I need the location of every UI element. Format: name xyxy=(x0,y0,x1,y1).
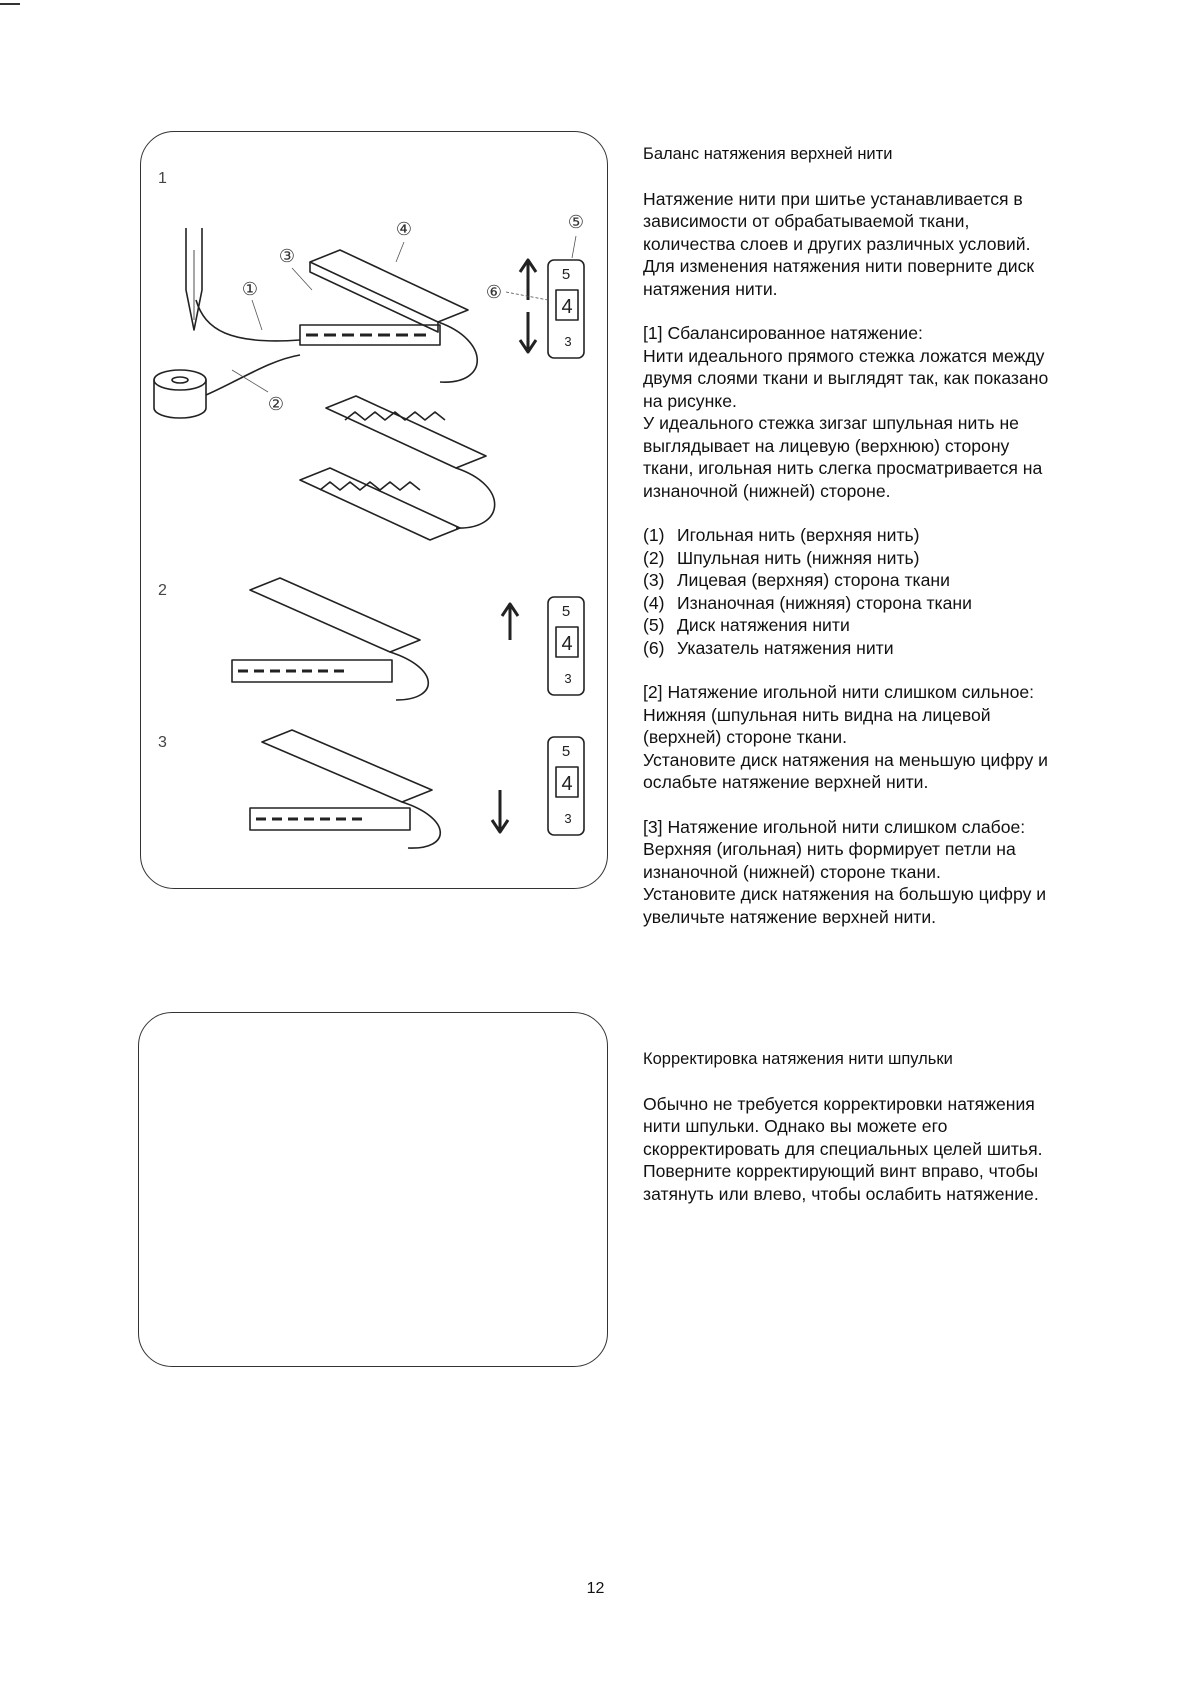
upper-thread-line xyxy=(196,300,300,341)
dial-3-digit-bottom: 3 xyxy=(564,811,572,826)
fabric2-fold xyxy=(390,652,428,700)
section-title-bobbin: Корректировка натяжения нити шпульки xyxy=(643,1050,953,1068)
dial-2-digit-bottom: 3 xyxy=(564,671,572,686)
too-strong-line-2: Нижняя (шпульная нить видна на лицевой xyxy=(643,704,991,725)
dial-3-digit-top: 5 xyxy=(561,743,571,760)
intro-line-1: Натяжение нити при шитье устанавливается в xyxy=(643,188,1023,209)
bobbin-line-2: нити шпульки. Однако вы можете его xyxy=(643,1116,948,1136)
callout-2: ② xyxy=(267,394,285,415)
fabric1-top-edge xyxy=(310,262,438,332)
fabric3-top-layer xyxy=(262,730,432,802)
balanced-line-7: ткани, игольная нить слегка просматривается на xyxy=(643,458,1043,478)
too-weak-line-4: Установите диск натяжения на большую цифру и xyxy=(643,884,1047,904)
legend-text: Игольная нить (верхняя нить) xyxy=(677,525,920,545)
balanced-line-4: на рисунке. xyxy=(643,390,737,411)
callout-3: ③ xyxy=(278,246,296,267)
figure-label-2: 2 xyxy=(158,582,167,599)
too-strong-line-5: ослабьте натяжение верхней нити. xyxy=(643,772,929,792)
up-arrow-2 xyxy=(502,604,518,640)
balanced-line-2: Нити идеального прямого стежка ложатся между xyxy=(643,345,1045,366)
intro-line-2: зависимости от обрабатываемой ткани, xyxy=(643,211,970,231)
dial-3-digit-middle: 4 xyxy=(561,773,573,795)
leader-5 xyxy=(572,236,576,258)
too-strong-line-1: [2] Натяжение игольной нити слишком сильное: xyxy=(643,682,1035,702)
too-weak-line-3: изнаночной (нижней) стороне ткани. xyxy=(643,861,941,882)
down-arrow-1 xyxy=(520,312,536,352)
intro-line-3: количества слоев и других различных условий. xyxy=(643,233,1031,254)
balanced-line-1: [1] Сбалансированное натяжение: xyxy=(643,323,923,343)
lower-thread-line xyxy=(206,355,300,395)
intro-line-5: натяжения нити. xyxy=(643,278,778,299)
balanced-line-6: выглядывает на лицевую (верхнюю) сторону xyxy=(643,435,1010,456)
legend-item xyxy=(643,637,1123,660)
leader-3 xyxy=(292,268,312,290)
too-weak-line-5: увеличьте натяжение верхней нити. xyxy=(643,906,937,927)
legend-number: (3) xyxy=(643,570,665,590)
dial-1-digit-top: 5 xyxy=(561,266,571,283)
balanced-line-3: двумя слоями ткани и выглядят так, как показано xyxy=(643,368,1049,388)
legend-item xyxy=(643,592,1123,615)
bobbin-line-4: Поверните корректирующий винт вправо, чтобы xyxy=(643,1161,1039,1181)
dial-2-digit-top: 5 xyxy=(561,603,571,620)
legend-list xyxy=(643,524,1123,659)
leader-4 xyxy=(396,242,404,262)
bobbin-figure-panel xyxy=(138,1012,608,1367)
bobbin-top xyxy=(154,370,206,390)
legend-text: Указатель натяжения нити xyxy=(677,637,894,658)
legend-item xyxy=(643,569,1123,592)
too-weak-line-1: [3] Натяжение игольной нити слишком слабое: xyxy=(643,816,1026,837)
leader-1 xyxy=(252,300,262,330)
tension-text-column xyxy=(643,143,1123,928)
legend-number: (2) xyxy=(643,547,665,568)
legend-number: (6) xyxy=(643,637,665,658)
balanced-line-5: У идеального стежка зигзаг шпульная нить не xyxy=(643,413,1019,433)
too-strong-line-3: (верхней) стороне ткани. xyxy=(643,727,848,747)
legend-item xyxy=(643,524,1123,547)
legend-text: Лицевая (верхняя) сторона ткани xyxy=(677,570,950,590)
legend-text: Диск натяжения нити xyxy=(677,615,850,635)
fabric1-fold xyxy=(438,322,477,382)
dial-1-digit-bottom: 3 xyxy=(564,334,572,349)
callout-1: ① xyxy=(241,279,259,300)
bobbin-text-column xyxy=(643,1048,1123,1205)
legend-item xyxy=(643,614,1123,637)
fabric1b-bottom-layer xyxy=(300,468,460,540)
too-strong-line-4: Установите диск натяжения на меньшую цифру и xyxy=(643,749,1048,770)
bobbin-body xyxy=(154,380,206,418)
figure-label-3: 3 xyxy=(158,734,167,751)
balanced-line-8: изнаночной (нижней) стороне. xyxy=(643,480,891,501)
callout-6: ⑥ xyxy=(485,282,503,303)
callout-4: ④ xyxy=(395,219,413,240)
bobbin-line-3: скорректировать для специальных целей шитья. xyxy=(643,1138,1043,1159)
dial-1-digit-middle: 4 xyxy=(561,296,573,318)
section-title-tension: Баланс натяжения верхней нити xyxy=(643,145,893,163)
page-number: 12 xyxy=(586,1580,605,1597)
bobbin-line-5: затянуть или влево, чтобы ослабить натяжение. xyxy=(643,1183,1039,1204)
down-arrow-3 xyxy=(492,790,508,832)
legend-number: (5) xyxy=(643,615,665,635)
fabric2-top-layer xyxy=(250,578,420,652)
dial-2-digit-middle: 4 xyxy=(561,633,573,655)
intro-line-4: Для изменения натяжения нити поверните диск xyxy=(643,256,1035,276)
fabric1b-top-layer xyxy=(326,396,486,468)
legend-number: (1) xyxy=(643,525,665,545)
legend-text: Шпульная нить (нижняя нить) xyxy=(677,547,920,568)
fabric1-top-layer xyxy=(310,250,468,322)
fabric3-fold xyxy=(402,802,440,848)
legend-number: (4) xyxy=(643,592,665,613)
fabric1b-fold xyxy=(456,468,495,528)
callout-5: ⑤ xyxy=(567,212,585,233)
too-weak-line-2: Верхняя (игольная) нить формирует петли на xyxy=(643,839,1016,859)
legend-text: Изнаночная (нижняя) сторона ткани xyxy=(677,592,972,613)
legend-item xyxy=(643,547,1123,570)
up-arrow-1 xyxy=(520,260,536,300)
bobbin-hole xyxy=(172,377,188,383)
figure-label-1: 1 xyxy=(158,170,167,187)
bobbin-line-1: Обычно не требуется корректировки натяжения xyxy=(643,1093,1035,1114)
